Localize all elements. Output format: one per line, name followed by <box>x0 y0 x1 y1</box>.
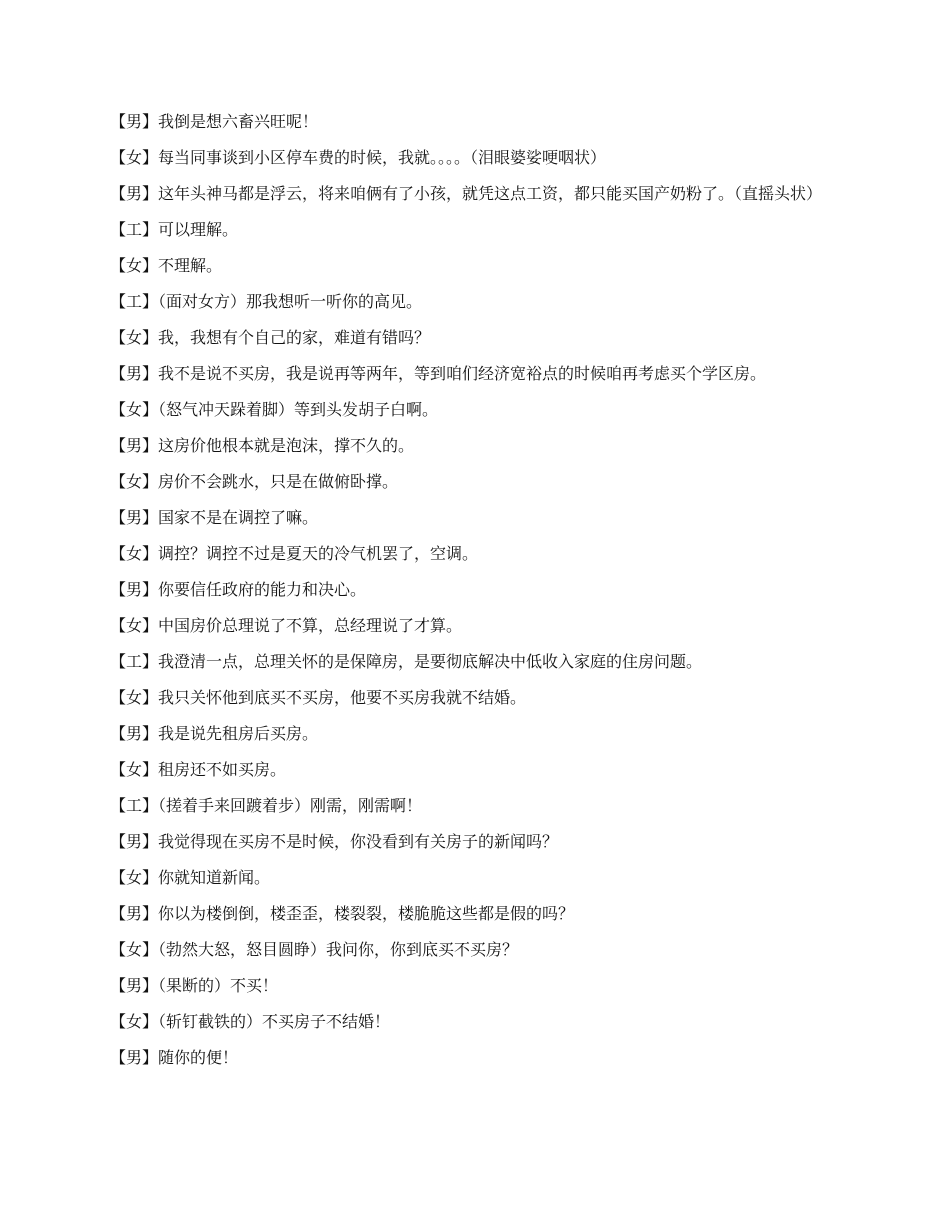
dialogue-line-21: 【男】我觉得现在买房不是时候，你没看到有关房子的新闻吗？ <box>110 832 559 851</box>
dialogue-line-9: 【女】（怒气冲天跺着脚）等到头发胡子白啊。 <box>110 400 439 419</box>
dialogue-line-15: 【女】中国房价总理说了不算，总经理说了才算。 <box>110 616 463 635</box>
dialogue-line-1: 【男】我倒是想六畜兴旺呢！ <box>110 112 319 131</box>
dialogue-line-4: 【工】可以理解。 <box>110 220 239 239</box>
dialogue-line-25: 【男】（果断的）不买！ <box>110 976 279 995</box>
dialogue-line-5: 【女】不理解。 <box>110 256 223 275</box>
dialogue-line-27: 【男】随你的便！ <box>110 1048 239 1067</box>
dialogue-line-8: 【男】我不是说不买房，我是说再等两年，等到咱们经济宽裕点的时候咱再考虑买个学区房。 <box>110 364 767 383</box>
dialogue-line-17: 【女】我只关怀他到底买不买房，他要不买房我就不结婚。 <box>110 688 527 707</box>
dialogue-line-10: 【男】这房价他根本就是泡沫，撑不久的。 <box>110 436 415 455</box>
dialogue-line-24: 【女】（勃然大怒，怒目圆睁）我问你，你到底买不买房？ <box>110 940 519 959</box>
dialogue-line-23: 【男】你以为楼倒倒，楼歪歪，楼裂裂，楼脆脆这些都是假的吗？ <box>110 904 575 923</box>
dialogue-line-13: 【女】调控？调控不过是夏天的冷气机罢了，空调。 <box>110 544 479 563</box>
dialogue-line-14: 【男】你要信任政府的能力和决心。 <box>110 580 367 599</box>
dialogue-line-6: 【工】（面对女方）那我想听一听你的高见。 <box>110 292 423 311</box>
dialogue-line-19: 【女】租房还不如买房。 <box>110 760 287 779</box>
dialogue-line-16: 【工】我澄清一点，总理关怀的是保障房，是要彻底解决中低收入家庭的住房问题。 <box>110 652 703 671</box>
dialogue-line-2: 【女】每当同事谈到小区停车费的时候，我就。。。。（泪眼婆娑哽咽状） <box>110 148 607 167</box>
dialogue-line-7: 【女】我，我想有个自己的家，难道有错吗？ <box>110 328 431 347</box>
dialogue-line-22: 【女】你就知道新闻。 <box>110 868 271 887</box>
dialogue-line-11: 【女】房价不会跳水，只是在做俯卧撑。 <box>110 472 399 491</box>
dialogue-line-20: 【工】（搓着手来回踱着步）刚需，刚需啊！ <box>110 796 423 815</box>
dialogue-line-3: 【男】这年头神马都是浮云，将来咱俩有了小孩，就凭这点工资，都只能买国产奶粉了。（直摇头状） <box>110 184 823 203</box>
dialogue-line-26: 【女】（斩钉截铁的）不买房子不结婚！ <box>110 1012 391 1031</box>
dialogue-line-12: 【男】国家不是在调控了嘛。 <box>110 508 319 527</box>
dialogue-line-18: 【男】我是说先租房后买房。 <box>110 724 319 743</box>
